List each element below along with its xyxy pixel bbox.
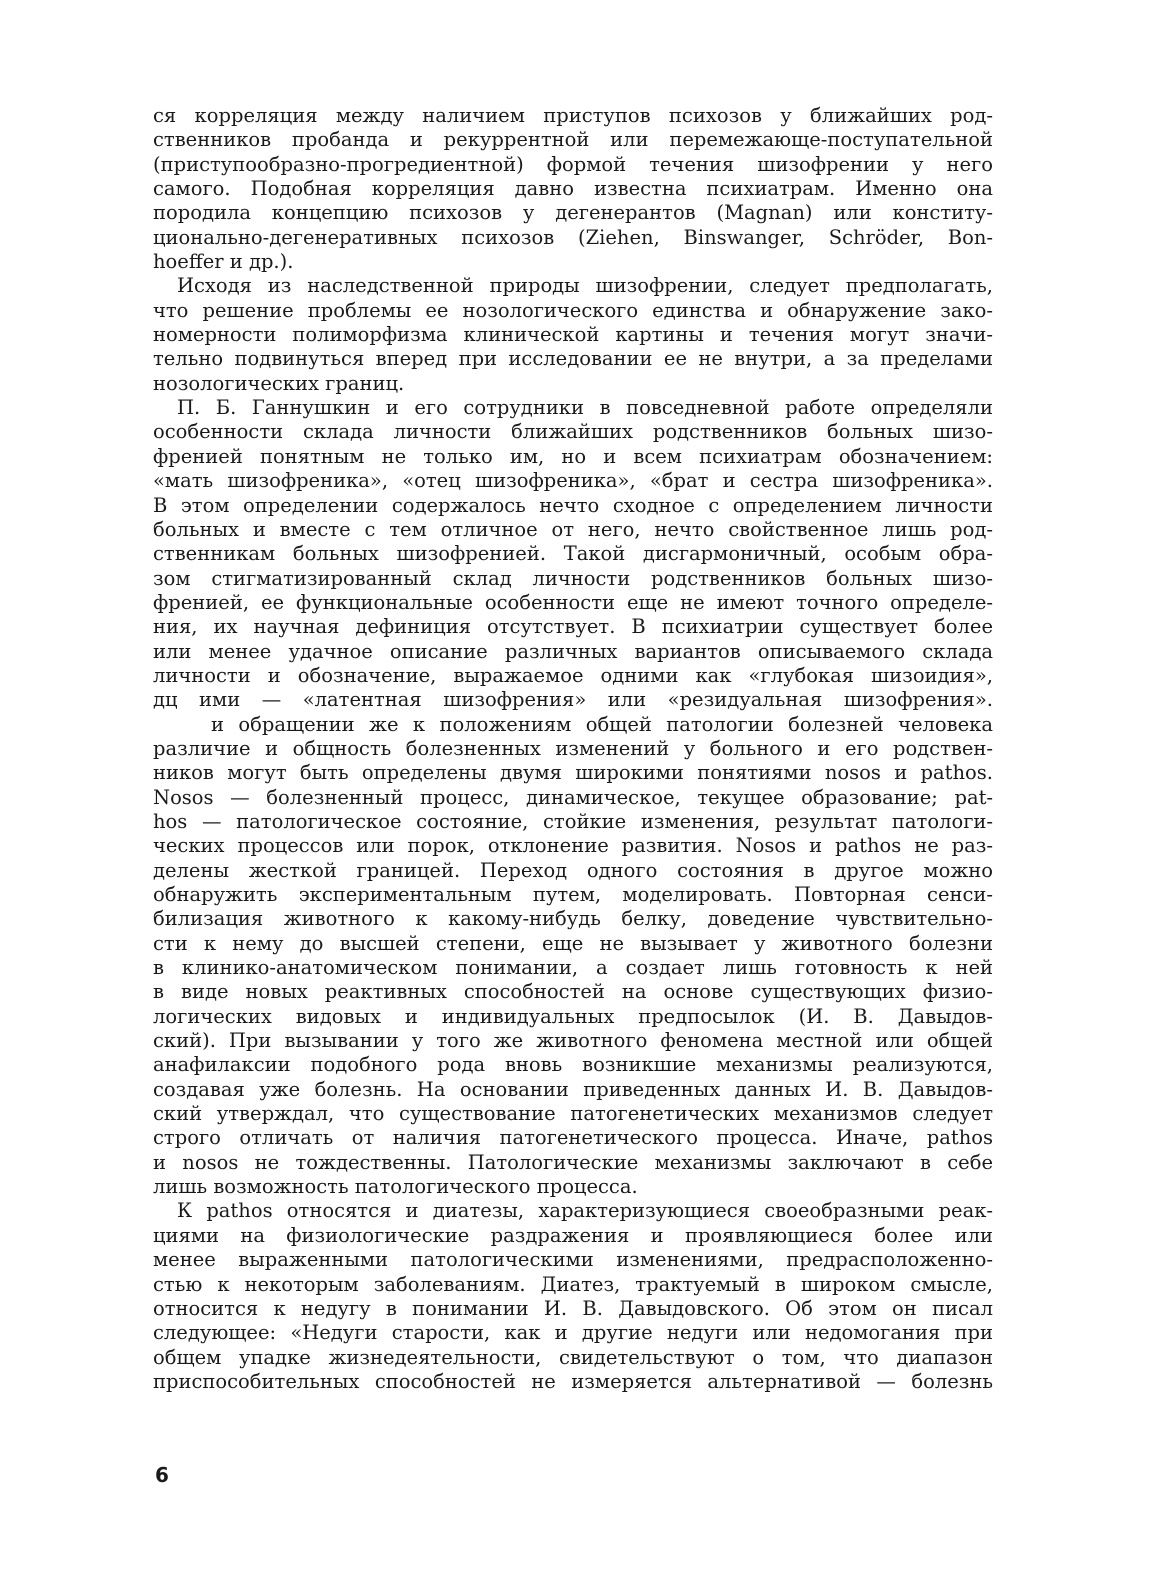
text-line: самого. Подобная корреляция давно известна психиатрам. Именно она: [153, 177, 993, 201]
text-line: сти к нему до высшей степени, еще не вызывает у животного болезни: [153, 931, 993, 955]
text-line: билизация животного к какому-нибудь белку, доведение чувствительно-: [153, 907, 993, 931]
text-line: создавая уже болезнь. На основании приведенных данных И. В. Давыдов-: [153, 1077, 993, 1101]
text-line: hoeffer и др.).: [153, 250, 294, 274]
text-line: общем упадке жизнедеятельности, свидетельствуют о том, что диапазон: [153, 1345, 993, 1369]
text-line: «мать шизофреника», «отец шизофреника», «брат и сестра шизофреника».: [153, 469, 993, 493]
text-line: Исходя из наследственной природы шизофрении, следует предполагать,: [177, 274, 993, 298]
text-line: циями на физиологические раздражения и проявляющиеся более или: [153, 1223, 993, 1247]
text-line: тельно подвинуться вперед при исследовании ее не внутри, а за пределами: [153, 347, 993, 371]
text-line: К pathos относятся и диатезы, характеризующиеся своеобразными реак-: [177, 1199, 993, 1223]
text-line: ся корреляция между наличием приступов психозов у ближайших род-: [153, 104, 993, 127]
text-line: номерности полиморфизма клинической картины и течения могут значи-: [153, 323, 993, 347]
text-line: делены жесткой границей. Переход одного состояния в другое можно: [153, 858, 993, 882]
page-number: 6: [155, 1463, 169, 1487]
text-line: hos — патологическое состояние, стойкие изменения, результат патологи-: [153, 809, 993, 833]
text-line: породила концепцию психозов у дегенерантов (Magnan) или конститу-: [153, 201, 993, 225]
text-line: менее выраженными патологическими изменениями, предрасположенно-: [153, 1248, 993, 1272]
text-line: обнаружить экспериментальным путем, моделировать. Повторная сенси-: [153, 883, 993, 906]
text-line: строго отличать от наличия патогенетического процесса. Иначе, pathos: [153, 1126, 993, 1150]
text-line: различие и общность болезненных изменений у больного и его родствен-: [153, 736, 993, 760]
text-line: ческих процессов или порок, отклонение развития. Nosos и pathos не раз-: [153, 834, 993, 858]
text-line: (приступообразно-прогредиентной) формой течения шизофрении у него: [153, 152, 993, 176]
text-line: ственникам больных шизофренией. Такой дисгармоничный, особым обра-: [153, 542, 993, 566]
text-line: нозологических границ.: [153, 371, 405, 395]
text-line: и обращении же к положениям общей патологии болезней человека: [211, 712, 993, 736]
text-line: дц ими — «латентная шизофрения» или «резидуальная шизофрения».: [153, 688, 993, 712]
text-line: В этом определении содержалось нечто сходное с определением личности: [153, 493, 993, 517]
text-line: френией понятным не только им, но и всем психиатрам обозначением:: [153, 444, 993, 468]
text-line: логических видовых и индивидуальных предпосылок (И. В. Давыдов-: [153, 1004, 993, 1028]
text-line: ников могут быть определены двумя широкими понятиями nosos и pathos.: [153, 761, 993, 785]
text-line: особенности склада личности ближайших родственников больных шизо-: [153, 420, 993, 444]
text-line: относится к недугу в понимании И. В. Давыдовского. Об этом он писал: [153, 1296, 993, 1320]
text-line: и nosos не тождественны. Патологические механизмы заключают в себе: [153, 1150, 993, 1174]
body-text: [153, 104, 993, 1394]
text-line: личности и обозначение, выражаемое одними как «глубокая шизоидия»,: [153, 663, 993, 687]
text-line: стью к некоторым заболеваниям. Диатез, трактуемый в широком смысле,: [153, 1272, 993, 1296]
text-line: больных и вместе с тем отличное от него, нечто свойственное лишь род-: [153, 517, 993, 541]
text-line: Nosos — болезненный процесс, динамическое, текущее образование; pat-: [153, 785, 993, 809]
text-line: ственников пробанда и рекуррентной или перемежающе-поступательной: [153, 128, 993, 152]
text-line: или менее удачное описание различных вариантов описываемого склада: [153, 639, 993, 663]
text-line: ционально-дегенеративных психозов (Ziehen, Binswanger, Schröder, Bon-: [153, 225, 993, 249]
text-line: следующее: «Недуги старости, как и другие недуги или недомогания при: [153, 1321, 993, 1345]
text-line: приспособительных способностей не измеряется альтернативой — болезнь: [153, 1369, 993, 1393]
text-line: зом стигматизированный склад личности родственников больных шизо-: [153, 566, 993, 590]
text-line: П. Б. Ганнушкин и его сотрудники в повседневной работе определяли: [177, 396, 993, 420]
text-line: в клинико-анатомическом понимании, а создает лишь готовность к ней: [153, 956, 993, 980]
text-line: лишь возможность патологического процесса.: [153, 1175, 638, 1199]
text-line: анафилаксии подобного рода вновь возникшие механизмы реализуются,: [153, 1053, 993, 1077]
text-line: в виде новых реактивных способностей на основе существующих физио-: [153, 980, 993, 1004]
text-line: ский). При вызывании у того же животного феномена местной или общей: [153, 1029, 993, 1053]
text-line: что решение проблемы ее нозологического единства и обнаружение зако-: [153, 298, 993, 322]
text-line: ния, их научная дефиниция отсутствует. В психиатрии существует более: [153, 615, 993, 639]
text-line: ский утверждал, что существование патогенетических механизмов следует: [153, 1102, 993, 1126]
text-line: френией, ее функциональные особенности еще не имеют точного определе-: [153, 590, 993, 614]
